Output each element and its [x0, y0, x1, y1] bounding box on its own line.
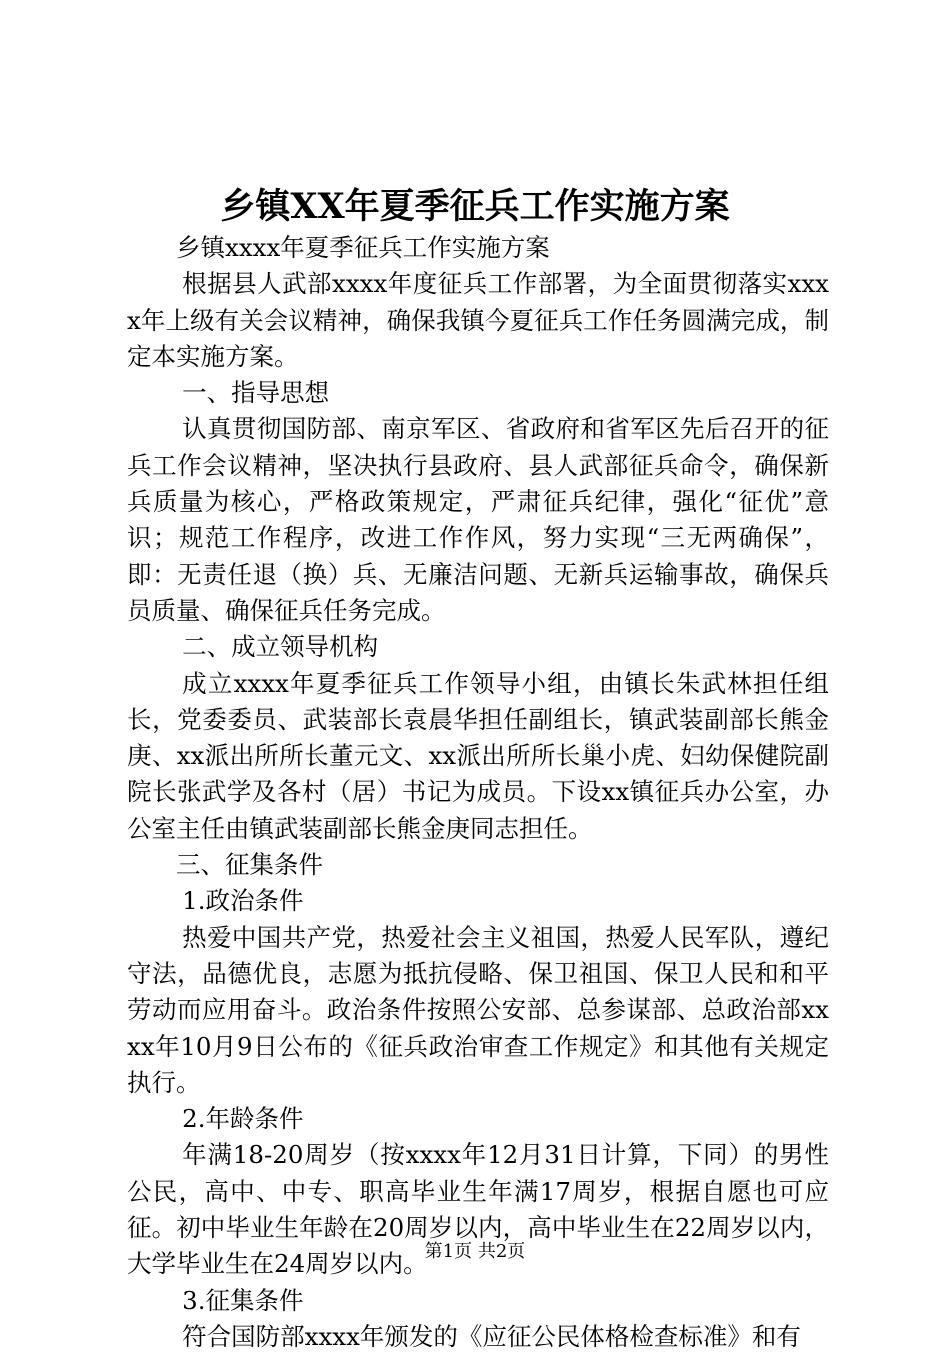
section-heading-leadership: 二、成立领导机构 [182, 632, 379, 662]
subheading-political: 1.政治条件 [182, 886, 304, 916]
paragraph-age: 年满18-20周岁（按xxxx年12月31日计算，下同）的男性公民，高中、中专、职高毕业生年满17周岁，根据自愿也可应征。初中毕业生年龄在20周岁以内，高中毕业生在22周岁以内，大学毕业生在24周岁以内。 [127, 1140, 829, 1279]
document-body [127, 230, 829, 1355]
section-heading-guiding-ideology: 一、指导思想 [182, 378, 330, 408]
paragraph-intro: 根据县人武部xxxx年度征兵工作部署，为全面贯彻落实xxxx年上级有关会议精神，确保我镇今夏征兵工作任务圆满完成，制定本实施方案。 [127, 269, 829, 371]
section-heading-conditions: 三、征集条件 [176, 850, 323, 880]
document-title: 乡镇XX年夏季征兵工作实施方案 [220, 186, 730, 227]
paragraph-subtitle: 乡镇xxxx年夏季征兵工作实施方案 [176, 233, 550, 262]
paragraph-recruitment: 符合国防部xxxx年颁发的《应征公民体格检查标准》和有 [182, 1321, 801, 1351]
paragraph-political: 热爱中国共产党，热爱社会主义祖国，热爱人民军队，遵纪守法，品德优良，志愿为抵抗侵略、保卫祖国、保卫人民和和平劳动而应用奋斗。政治条件按照公安部、总参谋部、总政治部xxxx年10月9日公布的《征兵政治审查工作规定》和其他有关规定执行。 [127, 922, 829, 1097]
subheading-age: 2.年龄条件 [182, 1104, 304, 1134]
paragraph-guiding-ideology: 认真贯彻国防部、南京军区、省政府和省军区先后召开的征兵工作会议精神，坚决执行县政府、县人武部征兵命令，确保新兵质量为核心，严格政策规定，严肃征兵纪律，强化“征优”意识；规范工作程序，改进工作作风，努力实现“三无两确保”，即：无责任退（换）兵、无廉洁问题、无新兵运输事故，确保兵员质量、确保征兵任务完成。 [127, 414, 829, 625]
page-footer: 第1页 共2页 [424, 1241, 526, 1262]
subheading-recruitment: 3.征集条件 [182, 1285, 304, 1315]
paragraph-leadership: 成立xxxx年夏季征兵工作领导小组，由镇长朱武林担任组长，党委委员、武装部长袁晨华担任副组长，镇武装副部长熊金庚、xx派出所所长董元文、xx派出所所长巢小虎、妇幼保健院副院长张武学及各村（居）书记为成员。下设xx镇征兵办公室，办公室主任由镇武装副部长熊金庚同志担任。 [127, 668, 829, 843]
